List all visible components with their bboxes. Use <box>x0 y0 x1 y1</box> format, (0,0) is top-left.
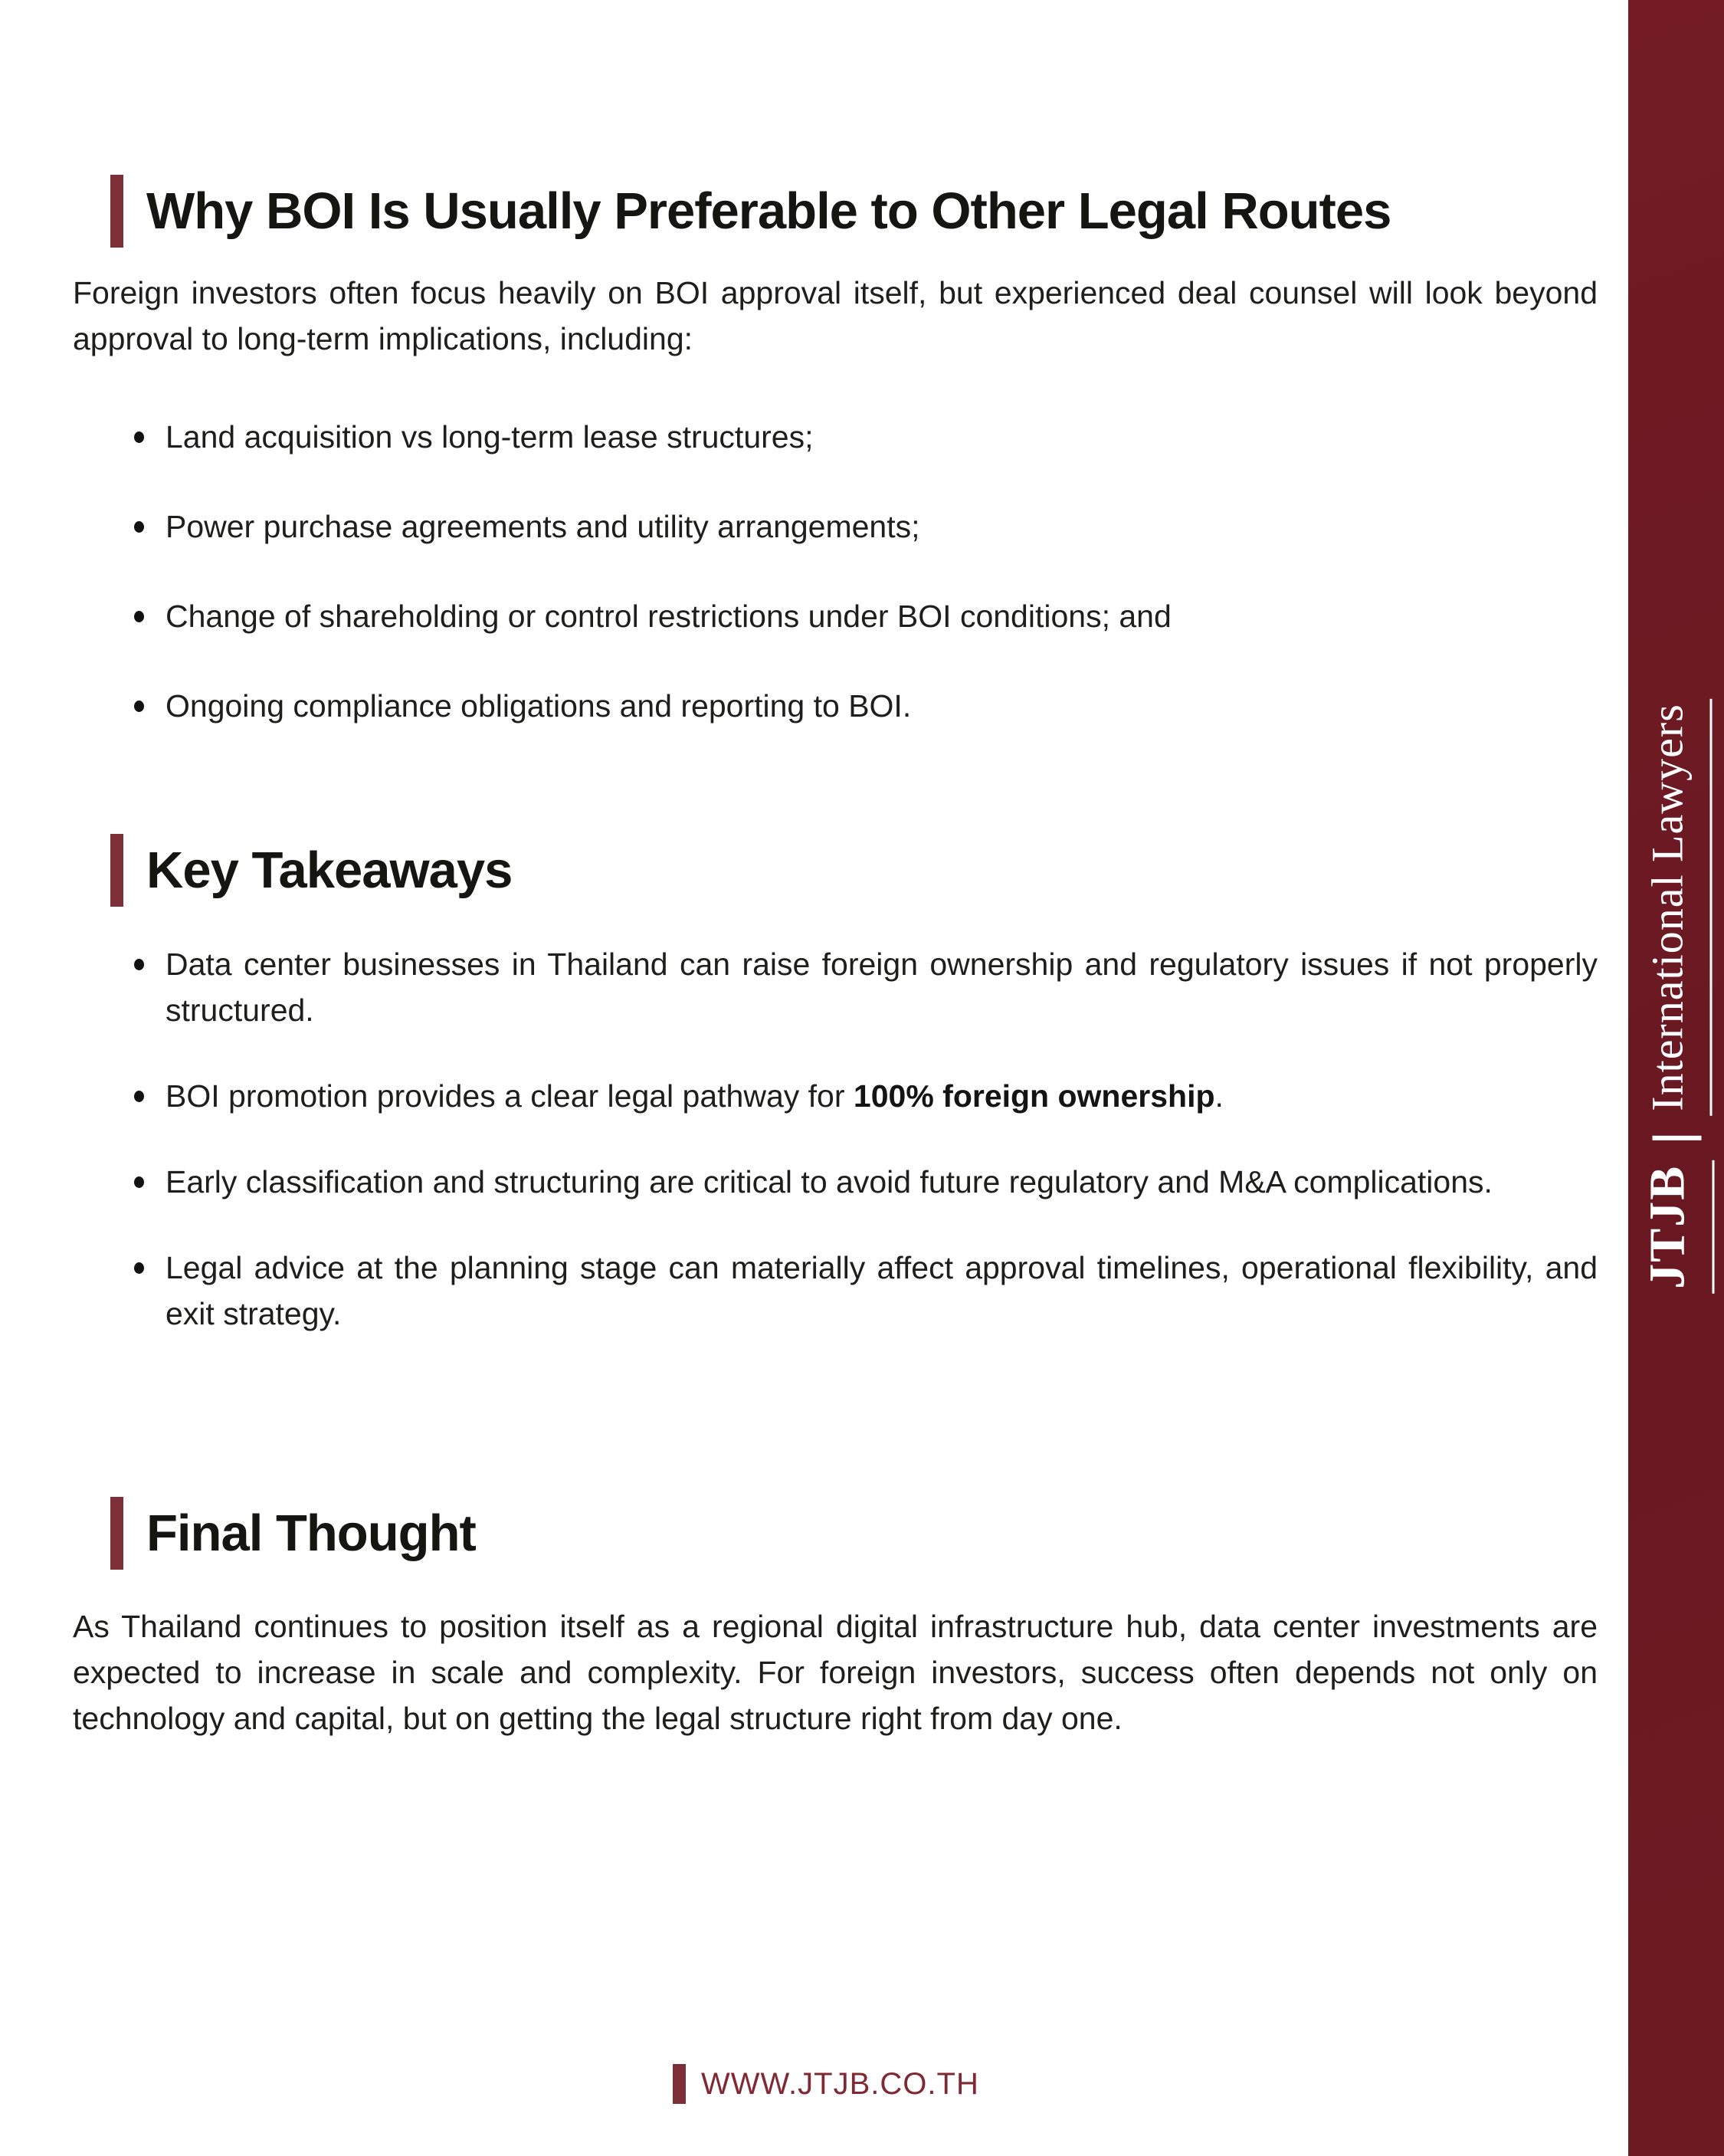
sidebar-logo-jtjb: JTJB <box>1638 1160 1714 1294</box>
final-thought-paragraph: As Thailand continues to position itself as a regional digital infrastructure hub, data center investments are expected to increase in scale and complexity. For foreign investors, success often depends not only on technology and capital, but on getting the legal structure right from day one. <box>73 1609 1598 1736</box>
bullet-dot <box>134 611 144 622</box>
section-heading-final-thought <box>110 1497 476 1570</box>
footer-accent-bar <box>673 2064 686 2104</box>
brand-sidebar <box>1628 0 1724 2156</box>
list-item-text: Ongoing compliance obligations and reporting to BOI. <box>166 688 912 724</box>
section-heading-boi <box>110 175 1391 248</box>
list-item <box>73 1245 1598 1337</box>
bullet-dot <box>134 432 144 443</box>
sidebar-divider <box>1652 1136 1701 1140</box>
heading-accent-bar <box>110 834 123 907</box>
bullet-dot <box>134 959 144 970</box>
bullet-dot <box>134 1262 144 1274</box>
list-item-text: Land acquisition vs long-term lease structures; <box>166 419 814 454</box>
list-item-text <box>166 1073 1598 1119</box>
list-item <box>73 1073 1598 1119</box>
list-item-text-suffix: . <box>1214 1078 1224 1114</box>
list-item <box>73 593 1598 639</box>
bullet-dot <box>134 1176 144 1188</box>
bullet-dot <box>134 701 144 712</box>
footer <box>673 2064 979 2104</box>
list-item-text: Legal advice at the planning stage can materially affect approval timelines, operational flexibility, and exit strategy. <box>166 1250 1598 1331</box>
footer-website-link[interactable]: WWW.JTJB.CO.TH <box>701 2067 979 2101</box>
boi-intro-paragraph: Foreign investors often focus heavily on BOI approval itself, but experienced deal counsel will look beyond approval to long-term implications, including: <box>73 275 1598 356</box>
key-takeaways-list <box>73 941 1598 1377</box>
section-title-final-thought: Final Thought <box>146 1505 476 1562</box>
list-item-text: Power purchase agreements and utility arrangements; <box>166 509 920 544</box>
heading-accent-bar <box>110 175 123 248</box>
heading-accent-bar <box>110 1497 123 1570</box>
list-item <box>73 414 1598 460</box>
section-title-boi: Why BOI Is Usually Preferable to Other Legal Routes <box>146 182 1391 240</box>
list-item-text: Data center businesses in Thailand can raise foreign ownership and regulatory issues if not properly structured. <box>166 947 1598 1028</box>
list-item-text: Change of shareholding or control restrictions under BOI conditions; and <box>166 599 1172 634</box>
bullet-dot <box>134 1091 144 1102</box>
list-item <box>73 683 1598 729</box>
list-item <box>73 1159 1598 1205</box>
boi-bullet-list <box>73 414 1598 773</box>
list-item-text: Early classification and structuring are critical to avoid future regulatory and M&A complications. <box>166 1164 1493 1199</box>
sidebar-tagline: International Lawyers <box>1641 699 1712 1116</box>
bullet-dot <box>134 521 144 533</box>
list-item <box>73 941 1598 1033</box>
section-heading-key-takeaways <box>110 834 512 907</box>
list-item-text-prefix: BOI promotion provides a clear legal pathway for <box>166 1078 854 1114</box>
sidebar-vertical-text <box>1638 699 1714 1294</box>
section-title-key-takeaways: Key Takeaways <box>146 842 513 899</box>
list-item-text-bold: 100% foreign ownership <box>853 1078 1215 1114</box>
list-item <box>73 504 1598 550</box>
